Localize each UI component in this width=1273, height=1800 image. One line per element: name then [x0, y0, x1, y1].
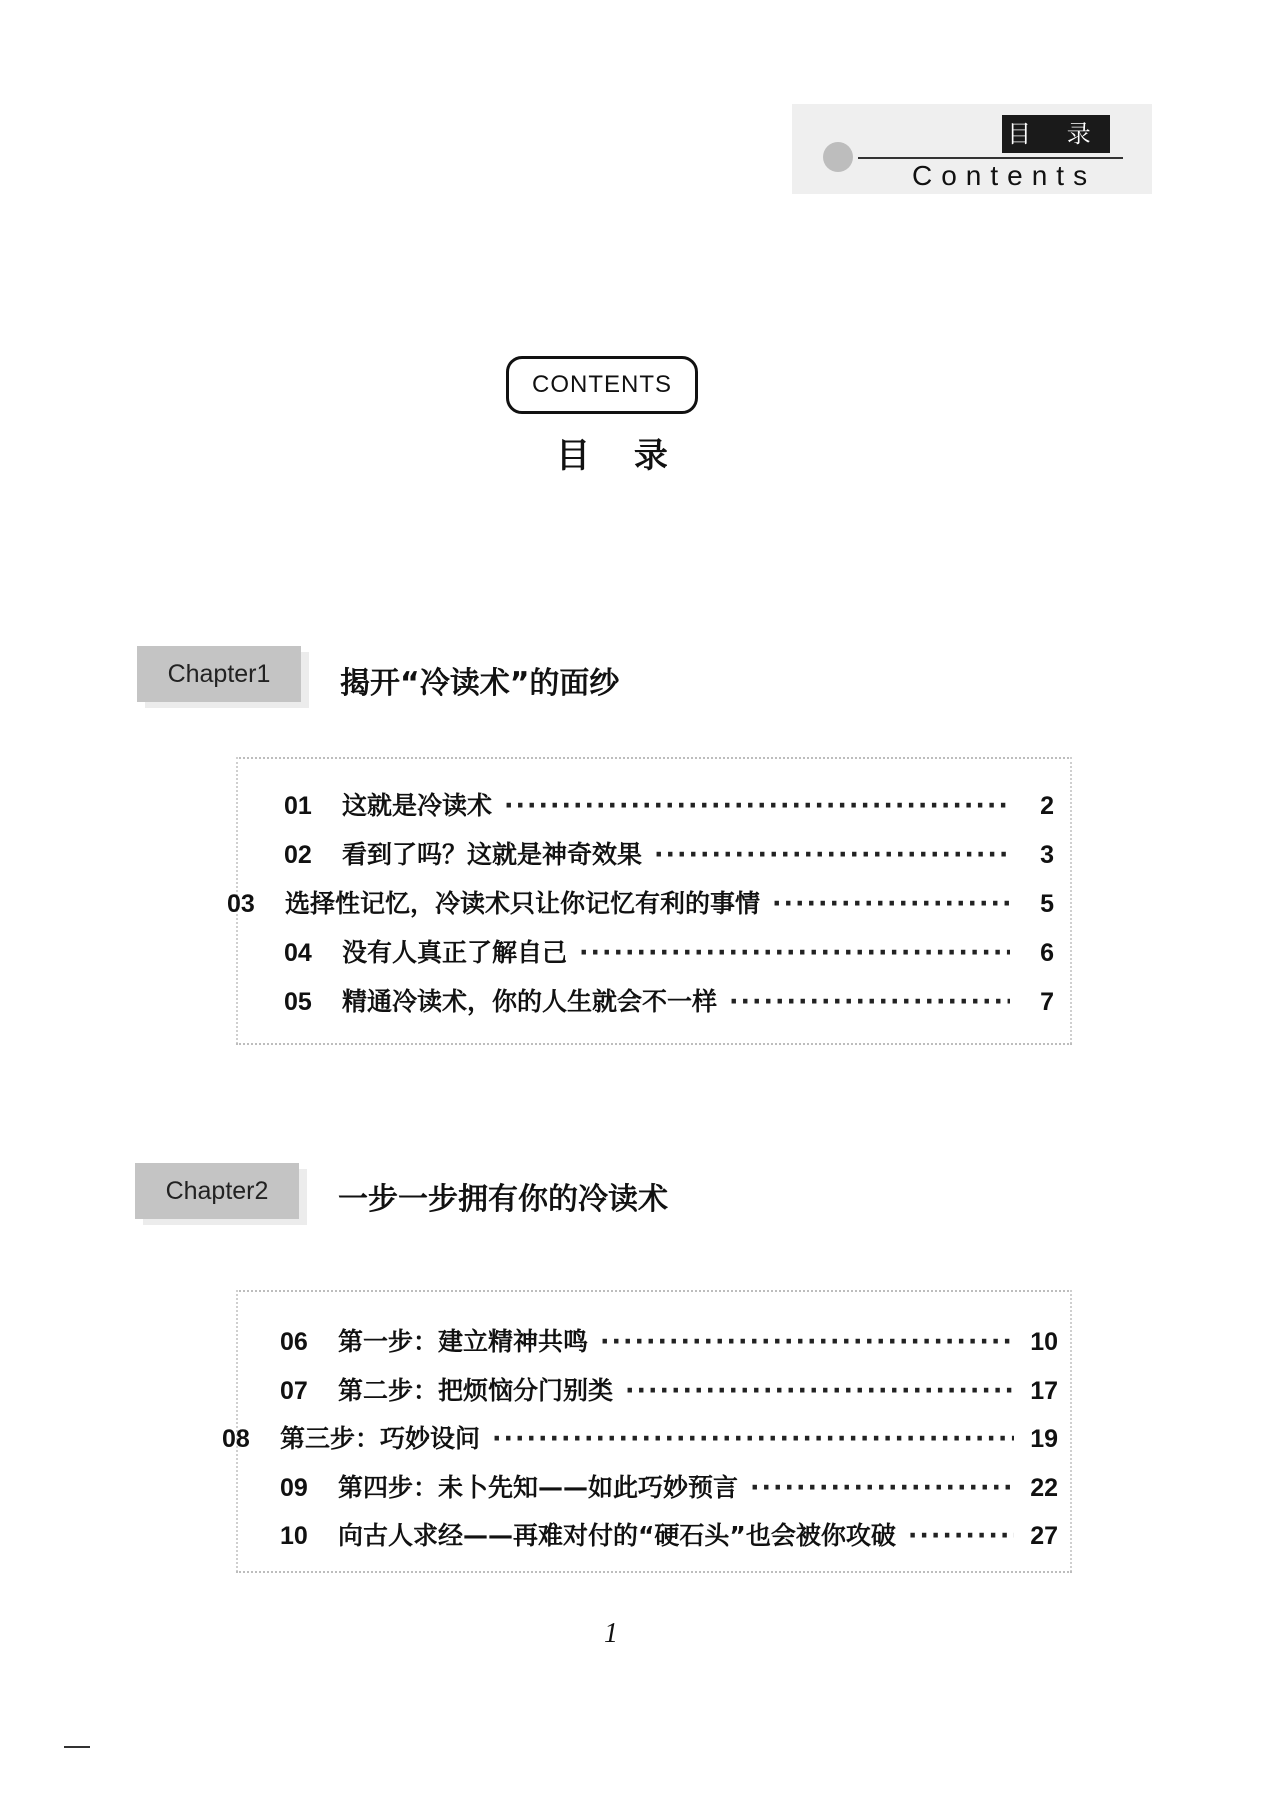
header-rule	[858, 157, 1123, 159]
toc-entry[interactable]	[222, 1419, 1058, 1455]
toc-entry-page: 17	[1030, 1377, 1058, 1405]
toc-entry-title: 看到了吗？这就是神奇效果	[342, 840, 643, 869]
chapter-2-title: 一步一步拥有你的冷读术	[338, 1182, 668, 1217]
toc-leader-dots	[504, 791, 1010, 820]
toc-leader-dots	[654, 840, 1010, 869]
toc-leader-dots	[579, 938, 1010, 967]
toc-entry[interactable]	[280, 1322, 1058, 1358]
toc-entry-page: 6	[1040, 939, 1054, 967]
header-badge-en: Contents	[912, 160, 1097, 191]
toc-entry-number: 03	[227, 890, 255, 918]
toc-leader-dots	[772, 889, 1010, 918]
toc-entry-title: 选择性记忆，冷读术只让你记忆有利的事情	[285, 889, 761, 918]
chapter-2-frame-bottom	[236, 1571, 1072, 1573]
chapter-2-frame-right	[1070, 1290, 1072, 1572]
header-dot-icon	[823, 142, 853, 172]
toc-leader-dots	[750, 1473, 1014, 1502]
toc-leader-dots	[625, 1376, 1014, 1405]
toc-leader-dots	[908, 1521, 1014, 1550]
toc-entry-page: 7	[1040, 988, 1054, 1016]
toc-entry-number: 09	[280, 1474, 308, 1502]
contents-title-pill: CONTENTS	[506, 356, 698, 414]
toc-entry-number: 01	[284, 792, 312, 820]
toc-entry-title: 没有人真正了解自己	[342, 938, 568, 967]
chapter-1-frame-right	[1070, 757, 1072, 1044]
toc-entry[interactable]	[227, 884, 1054, 920]
chapter-1-title: 揭开“冷读术”的面纱	[340, 666, 620, 701]
toc-entry[interactable]	[280, 1371, 1058, 1407]
toc-entry-title: 精通冷读术，你的人生就会不一样	[342, 987, 718, 1016]
toc-leader-dots	[492, 1424, 1014, 1453]
toc-entry-page: 5	[1040, 890, 1054, 918]
toc-entry-number: 08	[222, 1425, 250, 1453]
toc-entry[interactable]	[284, 835, 1054, 871]
toc-entry-number: 02	[284, 841, 312, 869]
toc-entry[interactable]	[280, 1468, 1058, 1504]
chapter-1-frame-top	[236, 757, 1072, 759]
header-badge-cn: 目 录	[1002, 115, 1110, 153]
toc-entry-page: 27	[1030, 1522, 1058, 1550]
toc-entry-title: 这就是冷读术	[342, 791, 493, 820]
toc-entry-number: 05	[284, 988, 312, 1016]
toc-entry-title: 向古人求经——再难对付的“硬石头”也会被你攻破	[338, 1521, 896, 1550]
toc-entry-number: 06	[280, 1328, 308, 1356]
toc-leader-dots	[729, 987, 1010, 1016]
toc-entry-page: 2	[1040, 792, 1054, 820]
toc-entry[interactable]	[284, 982, 1054, 1018]
toc-entry-title: 第二步：把烦恼分门别类	[338, 1376, 614, 1405]
toc-entry-title: 第四步：未卜先知——如此巧妙预言	[338, 1473, 739, 1502]
toc-entry[interactable]	[284, 933, 1054, 969]
toc-entry-number: 04	[284, 939, 312, 967]
toc-entry-title: 第一步：建立精神共鸣	[338, 1327, 589, 1356]
toc-entry-page: 10	[1030, 1328, 1058, 1356]
toc-entry[interactable]	[280, 1516, 1058, 1552]
page-number: 1	[604, 1618, 618, 1649]
toc-entry[interactable]	[284, 786, 1054, 822]
toc-entry-page: 3	[1040, 841, 1054, 869]
toc-entry-page: 19	[1030, 1425, 1058, 1453]
chapter-2-label: Chapter2	[135, 1163, 299, 1219]
chapter-2-frame-top	[236, 1290, 1072, 1292]
toc-entry-title: 第三步：巧妙设问	[280, 1424, 481, 1453]
chapter-1-label: Chapter1	[137, 646, 301, 702]
toc-entry-number: 10	[280, 1522, 308, 1550]
footer-mark	[64, 1746, 90, 1748]
page-title: 目 录	[556, 436, 684, 476]
toc-leader-dots	[600, 1327, 1014, 1356]
toc-entry-page: 22	[1030, 1474, 1058, 1502]
chapter-1-frame-bottom	[236, 1043, 1072, 1045]
toc-entry-number: 07	[280, 1377, 308, 1405]
